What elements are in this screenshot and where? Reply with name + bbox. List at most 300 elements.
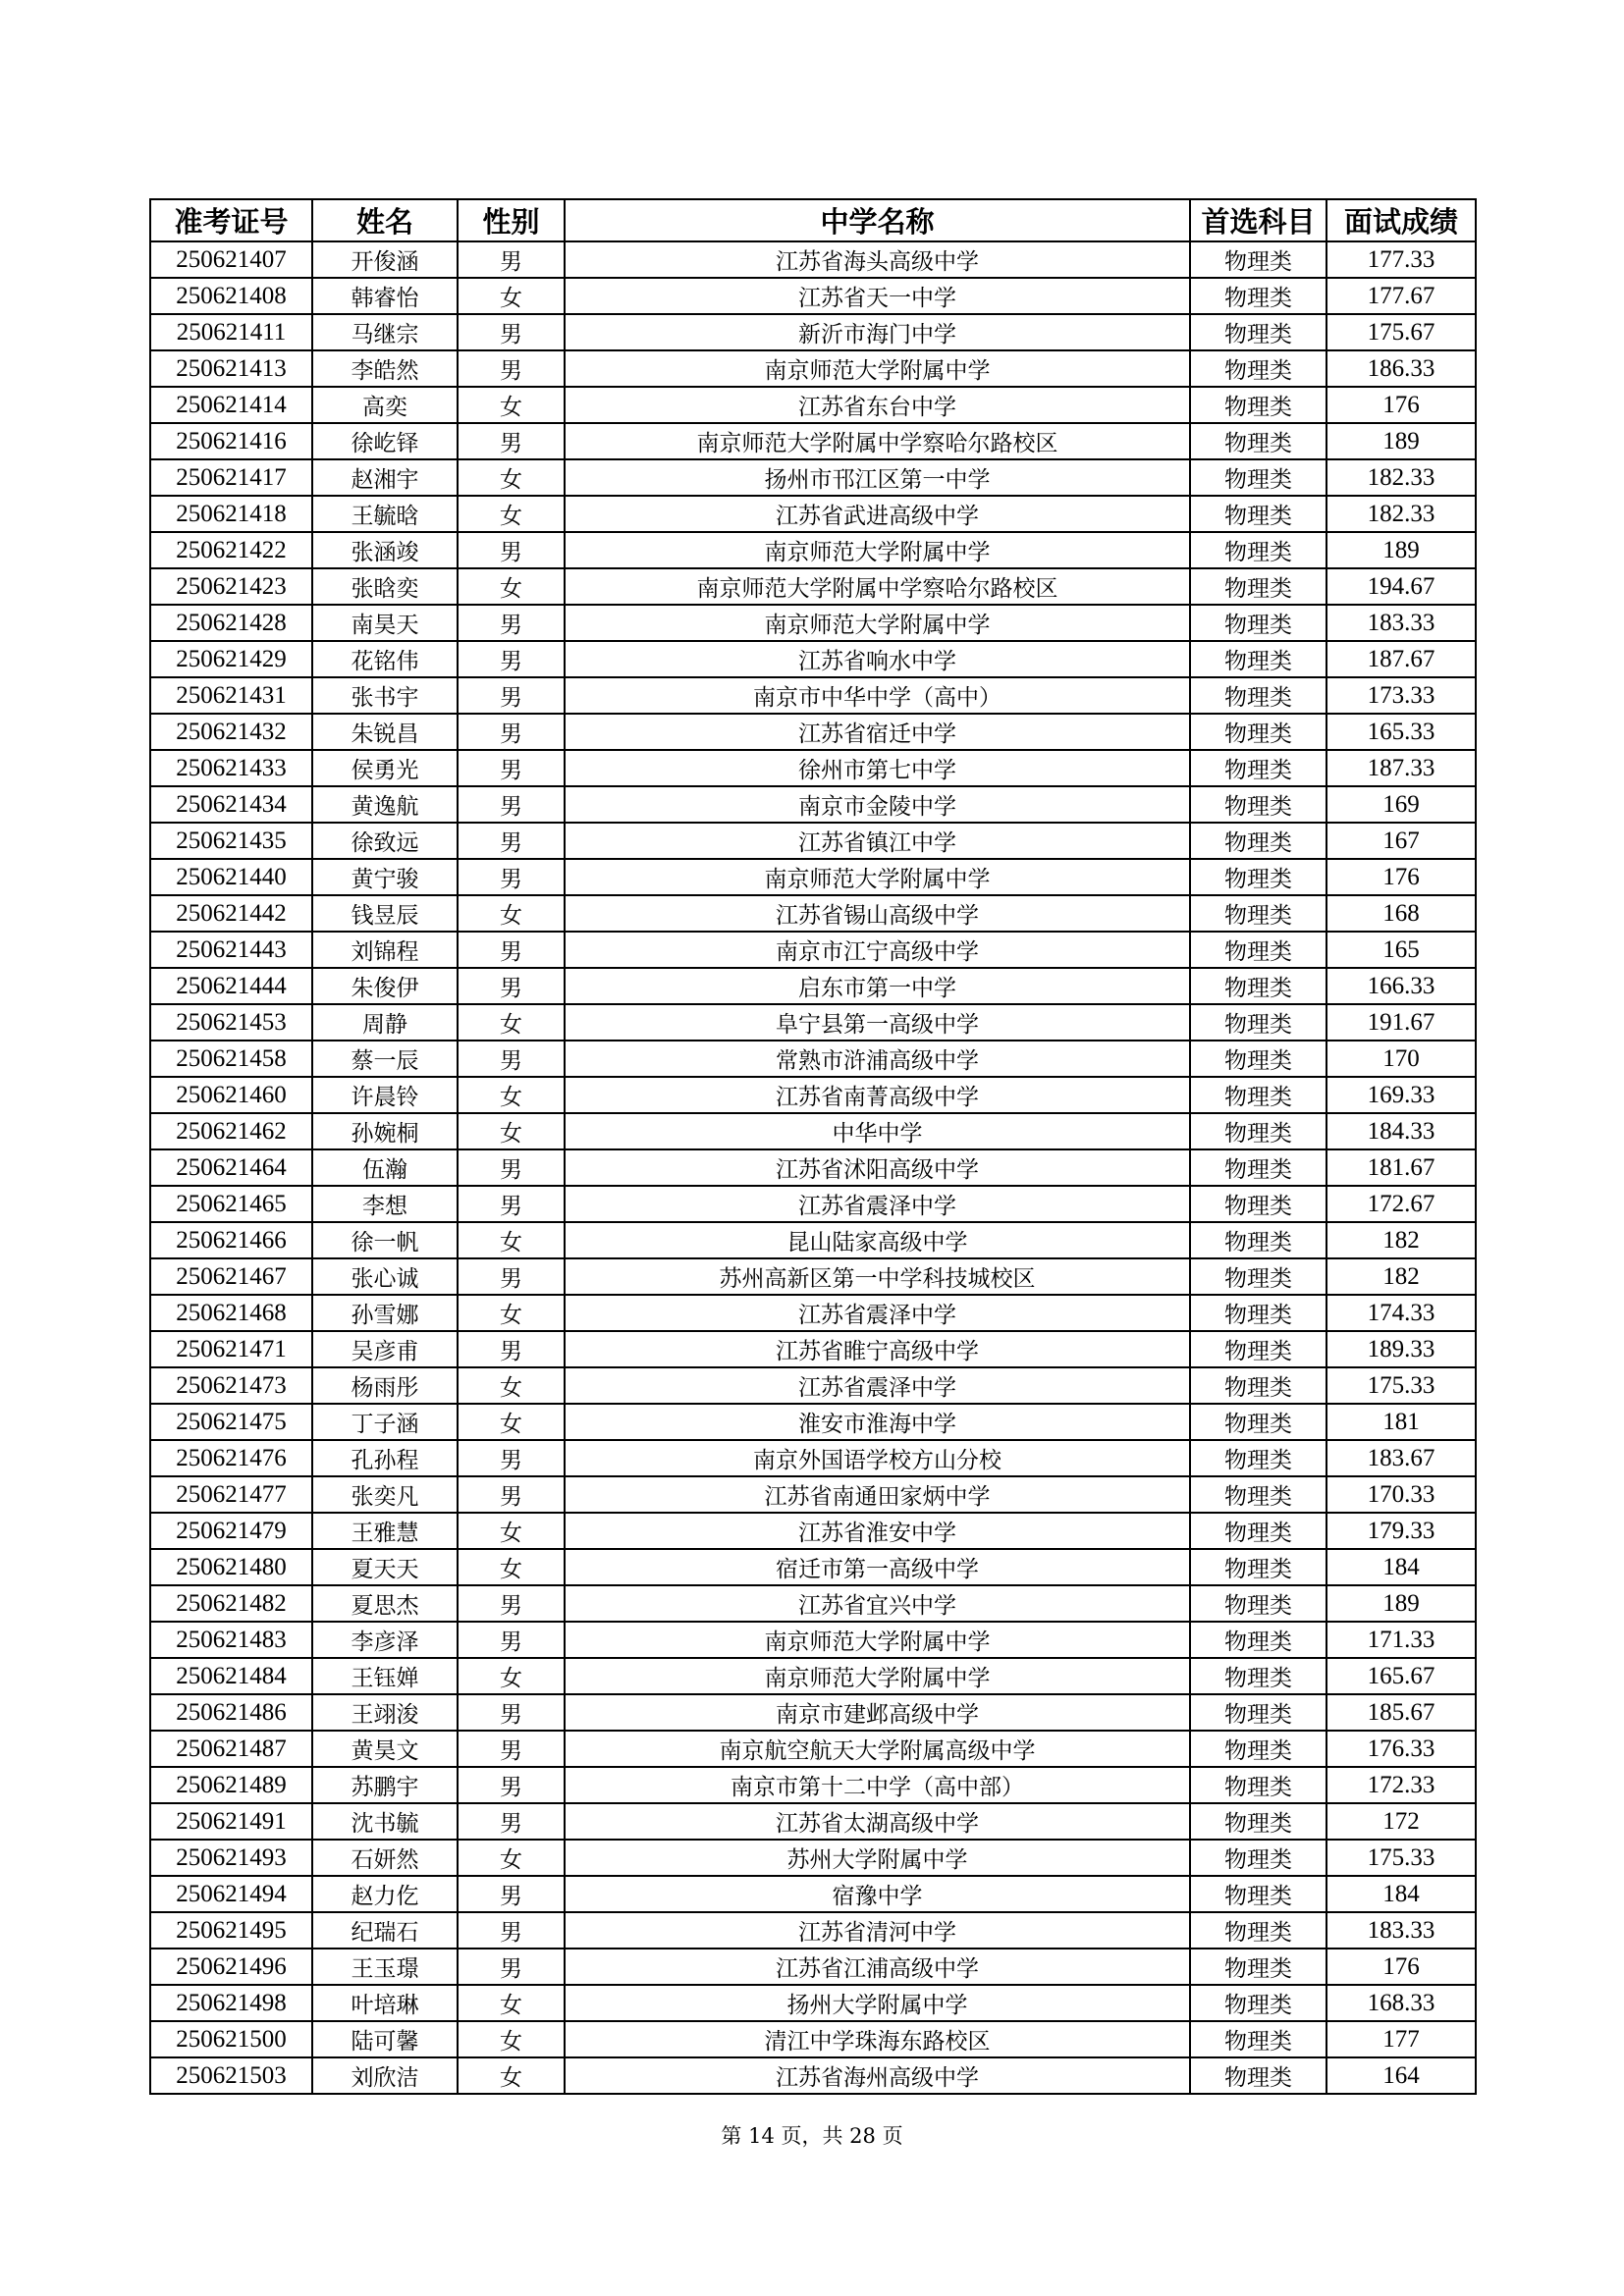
gender-cell: 女	[458, 1404, 565, 1440]
score-cell: 194.67	[1326, 568, 1476, 605]
name-cell: 开俊涵	[312, 241, 458, 278]
school-cell: 南京师范大学附属中学察哈尔路校区	[565, 568, 1190, 605]
gender-cell: 女	[458, 278, 565, 314]
name-cell: 王翊浚	[312, 1694, 458, 1731]
school-cell: 江苏省锡山高级中学	[565, 895, 1190, 932]
school-cell: 江苏省宜兴中学	[565, 1585, 1190, 1622]
school-cell: 扬州大学附属中学	[565, 1985, 1190, 2021]
name-cell: 张涵竣	[312, 532, 458, 568]
subject-cell: 物理类	[1190, 1876, 1326, 1912]
gender-cell: 男	[458, 1622, 565, 1658]
gender-cell: 男	[458, 932, 565, 968]
header-row	[150, 199, 1476, 241]
exam-id-cell: 250621489	[150, 1767, 312, 1803]
score-cell: 164	[1326, 2057, 1476, 2094]
school-cell: 南京市中华中学（高中）	[565, 677, 1190, 714]
subject-cell: 物理类	[1190, 1222, 1326, 1258]
exam-id-cell: 250621476	[150, 1440, 312, 1476]
gender-cell: 女	[458, 2057, 565, 2094]
name-cell: 李彦泽	[312, 1622, 458, 1658]
school-cell: 南京师范大学附属中学	[565, 605, 1190, 641]
score-cell: 191.67	[1326, 1004, 1476, 1041]
score-cell: 166.33	[1326, 968, 1476, 1004]
gender-cell: 女	[458, 1367, 565, 1404]
score-cell: 175.67	[1326, 314, 1476, 350]
gender-cell: 男	[458, 1585, 565, 1622]
name-cell: 高奕	[312, 387, 458, 423]
exam-id-cell: 250621480	[150, 1549, 312, 1585]
score-cell: 175.33	[1326, 1840, 1476, 1876]
school-cell: 南京师范大学附属中学	[565, 532, 1190, 568]
gender-cell: 男	[458, 241, 565, 278]
gender-cell: 男	[458, 823, 565, 859]
school-cell: 南京师范大学附属中学	[565, 1658, 1190, 1694]
table-row	[150, 459, 1476, 496]
score-cell: 173.33	[1326, 677, 1476, 714]
table-row	[150, 1585, 1476, 1622]
gender-cell: 男	[458, 750, 565, 786]
table-row	[150, 823, 1476, 859]
score-cell: 168	[1326, 895, 1476, 932]
gender-cell: 女	[458, 1222, 565, 1258]
table-row	[150, 278, 1476, 314]
name-cell: 赵湘宇	[312, 459, 458, 496]
exam-id-cell: 250621483	[150, 1622, 312, 1658]
name-cell: 蔡一辰	[312, 1041, 458, 1077]
table-row	[150, 1222, 1476, 1258]
subject-cell: 物理类	[1190, 859, 1326, 895]
table-row	[150, 1004, 1476, 1041]
gender-cell: 男	[458, 1912, 565, 1949]
school-cell: 中华中学	[565, 1113, 1190, 1149]
gender-cell: 女	[458, 459, 565, 496]
table-row	[150, 1513, 1476, 1549]
school-cell: 南京市金陵中学	[565, 786, 1190, 823]
name-cell: 苏鹏宇	[312, 1767, 458, 1803]
table-row	[150, 1985, 1476, 2021]
subject-cell: 物理类	[1190, 1440, 1326, 1476]
gender-cell: 女	[458, 496, 565, 532]
name-cell: 杨雨彤	[312, 1367, 458, 1404]
name-cell: 孙雪娜	[312, 1295, 458, 1331]
name-cell: 孔孙程	[312, 1440, 458, 1476]
school-cell: 南京师范大学附属中学	[565, 350, 1190, 387]
name-cell: 丁子涵	[312, 1404, 458, 1440]
exam-id-cell: 250621422	[150, 532, 312, 568]
subject-cell: 物理类	[1190, 2021, 1326, 2057]
subject-cell: 物理类	[1190, 968, 1326, 1004]
name-cell: 伍瀚	[312, 1149, 458, 1186]
exam-id-cell: 250621471	[150, 1331, 312, 1367]
table-row	[150, 1803, 1476, 1840]
exam-id-cell: 250621482	[150, 1585, 312, 1622]
score-cell: 169.33	[1326, 1077, 1476, 1113]
gender-cell: 男	[458, 1149, 565, 1186]
table-row	[150, 1440, 1476, 1476]
school-cell: 阜宁县第一高级中学	[565, 1004, 1190, 1041]
subject-cell: 物理类	[1190, 387, 1326, 423]
exam-id-cell: 250621495	[150, 1912, 312, 1949]
name-cell: 孙婉桐	[312, 1113, 458, 1149]
subject-cell: 物理类	[1190, 1149, 1326, 1186]
exam-id-cell: 250621493	[150, 1840, 312, 1876]
name-cell: 沈书毓	[312, 1803, 458, 1840]
school-cell: 江苏省宿迁中学	[565, 714, 1190, 750]
header-subject: 首选科目	[1190, 199, 1326, 241]
school-cell: 南京市第十二中学（高中部）	[565, 1767, 1190, 1803]
name-cell: 李想	[312, 1186, 458, 1222]
gender-cell: 女	[458, 568, 565, 605]
table-row	[150, 1258, 1476, 1295]
gender-cell: 男	[458, 859, 565, 895]
subject-cell: 物理类	[1190, 278, 1326, 314]
score-cell: 174.33	[1326, 1295, 1476, 1331]
table-row	[150, 350, 1476, 387]
exam-id-cell: 250621465	[150, 1186, 312, 1222]
school-cell: 江苏省天一中学	[565, 278, 1190, 314]
gender-cell: 女	[458, 1513, 565, 1549]
exam-id-cell: 250621479	[150, 1513, 312, 1549]
name-cell: 王雅慧	[312, 1513, 458, 1549]
exam-id-cell: 250621444	[150, 968, 312, 1004]
score-cell: 189.33	[1326, 1331, 1476, 1367]
table-row	[150, 1731, 1476, 1767]
score-cell: 179.33	[1326, 1513, 1476, 1549]
gender-cell: 男	[458, 1476, 565, 1513]
school-cell: 宿迁市第一高级中学	[565, 1549, 1190, 1585]
table-row	[150, 1404, 1476, 1440]
exam-id-cell: 250621484	[150, 1658, 312, 1694]
exam-id-cell: 250621428	[150, 605, 312, 641]
score-cell: 187.33	[1326, 750, 1476, 786]
exam-id-cell: 250621434	[150, 786, 312, 823]
school-cell: 苏州高新区第一中学科技城校区	[565, 1258, 1190, 1295]
name-cell: 张心诚	[312, 1258, 458, 1295]
exam-id-cell: 250621477	[150, 1476, 312, 1513]
school-cell: 江苏省震泽中学	[565, 1367, 1190, 1404]
gender-cell: 男	[458, 714, 565, 750]
school-cell: 江苏省江浦高级中学	[565, 1949, 1190, 1985]
score-cell: 189	[1326, 423, 1476, 459]
table-row	[150, 605, 1476, 641]
gender-cell: 女	[458, 895, 565, 932]
table-row	[150, 1694, 1476, 1731]
table-row	[150, 1876, 1476, 1912]
table-row	[150, 786, 1476, 823]
exam-id-cell: 250621460	[150, 1077, 312, 1113]
subject-cell: 物理类	[1190, 1731, 1326, 1767]
score-cell: 181.67	[1326, 1149, 1476, 1186]
school-cell: 江苏省海州高级中学	[565, 2057, 1190, 2094]
subject-cell: 物理类	[1190, 605, 1326, 641]
name-cell: 周静	[312, 1004, 458, 1041]
subject-cell: 物理类	[1190, 532, 1326, 568]
score-cell: 177.67	[1326, 278, 1476, 314]
exam-id-cell: 250621408	[150, 278, 312, 314]
exam-id-cell: 250621486	[150, 1694, 312, 1731]
gender-cell: 男	[458, 605, 565, 641]
header-score: 面试成绩	[1326, 199, 1476, 241]
exam-id-cell: 250621466	[150, 1222, 312, 1258]
exam-id-cell: 250621431	[150, 677, 312, 714]
name-cell: 陆可馨	[312, 2021, 458, 2057]
gender-cell: 男	[458, 423, 565, 459]
subject-cell: 物理类	[1190, 1513, 1326, 1549]
gender-cell: 男	[458, 1440, 565, 1476]
school-cell: 扬州市邗江区第一中学	[565, 459, 1190, 496]
gender-cell: 男	[458, 350, 565, 387]
exam-id-cell: 250621443	[150, 932, 312, 968]
subject-cell: 物理类	[1190, 1041, 1326, 1077]
score-cell: 184	[1326, 1876, 1476, 1912]
school-cell: 南京市建邺高级中学	[565, 1694, 1190, 1731]
exam-id-cell: 250621432	[150, 714, 312, 750]
name-cell: 王钰婵	[312, 1658, 458, 1694]
score-cell: 177	[1326, 2021, 1476, 2057]
table-row	[150, 1840, 1476, 1876]
exam-id-cell: 250621433	[150, 750, 312, 786]
name-cell: 王毓晗	[312, 496, 458, 532]
subject-cell: 物理类	[1190, 1912, 1326, 1949]
table-row	[150, 241, 1476, 278]
school-cell: 江苏省南菁高级中学	[565, 1077, 1190, 1113]
school-cell: 宿豫中学	[565, 1876, 1190, 1912]
score-cell: 186.33	[1326, 350, 1476, 387]
table-row	[150, 750, 1476, 786]
gender-cell: 男	[458, 786, 565, 823]
name-cell: 石妍然	[312, 1840, 458, 1876]
score-cell: 170	[1326, 1041, 1476, 1077]
table-row	[150, 1767, 1476, 1803]
school-cell: 徐州市第七中学	[565, 750, 1190, 786]
table-row	[150, 532, 1476, 568]
name-cell: 纪瑞石	[312, 1912, 458, 1949]
subject-cell: 物理类	[1190, 823, 1326, 859]
score-cell: 183.33	[1326, 605, 1476, 641]
table-body	[150, 241, 1476, 2094]
page-number: 第 14 页，共 28 页	[721, 2124, 903, 2148]
subject-cell: 物理类	[1190, 2057, 1326, 2094]
name-cell: 刘欣洁	[312, 2057, 458, 2094]
score-cell: 182.33	[1326, 496, 1476, 532]
subject-cell: 物理类	[1190, 1803, 1326, 1840]
table-row	[150, 1186, 1476, 1222]
name-cell: 黄逸航	[312, 786, 458, 823]
score-cell: 171.33	[1326, 1622, 1476, 1658]
exam-id-cell: 250621435	[150, 823, 312, 859]
subject-cell: 物理类	[1190, 496, 1326, 532]
subject-cell: 物理类	[1190, 1549, 1326, 1585]
name-cell: 钱昱辰	[312, 895, 458, 932]
subject-cell: 物理类	[1190, 1404, 1326, 1440]
subject-cell: 物理类	[1190, 241, 1326, 278]
gender-cell: 男	[458, 1186, 565, 1222]
exam-id-cell: 250621468	[150, 1295, 312, 1331]
name-cell: 刘锦程	[312, 932, 458, 968]
gender-cell: 女	[458, 1077, 565, 1113]
exam-id-cell: 250621414	[150, 387, 312, 423]
exam-id-cell: 250621487	[150, 1731, 312, 1767]
gender-cell: 女	[458, 1295, 565, 1331]
score-cell: 170.33	[1326, 1476, 1476, 1513]
exam-id-cell: 250621429	[150, 641, 312, 677]
subject-cell: 物理类	[1190, 1585, 1326, 1622]
school-cell: 苏州大学附属中学	[565, 1840, 1190, 1876]
subject-cell: 物理类	[1190, 1949, 1326, 1985]
gender-cell: 男	[458, 677, 565, 714]
table-row	[150, 677, 1476, 714]
name-cell: 许晨铃	[312, 1077, 458, 1113]
school-cell: 南京师范大学附属中学	[565, 859, 1190, 895]
exam-id-cell: 250621423	[150, 568, 312, 605]
subject-cell: 物理类	[1190, 350, 1326, 387]
header-school: 中学名称	[565, 199, 1190, 241]
table-row	[150, 2057, 1476, 2094]
subject-cell: 物理类	[1190, 1840, 1326, 1876]
score-cell: 184	[1326, 1549, 1476, 1585]
table-row	[150, 496, 1476, 532]
name-cell: 夏思杰	[312, 1585, 458, 1622]
exam-id-cell: 250621458	[150, 1041, 312, 1077]
gender-cell: 男	[458, 1731, 565, 1767]
gender-cell: 男	[458, 641, 565, 677]
name-cell: 朱锐昌	[312, 714, 458, 750]
gender-cell: 女	[458, 1004, 565, 1041]
table-row	[150, 968, 1476, 1004]
school-cell: 新沂市海门中学	[565, 314, 1190, 350]
score-cell: 165	[1326, 932, 1476, 968]
subject-cell: 物理类	[1190, 1004, 1326, 1041]
exam-id-cell: 250621475	[150, 1404, 312, 1440]
score-cell: 183.33	[1326, 1912, 1476, 1949]
name-cell: 张书宇	[312, 677, 458, 714]
subject-cell: 物理类	[1190, 895, 1326, 932]
name-cell: 吴彦甫	[312, 1331, 458, 1367]
table-row	[150, 932, 1476, 968]
name-cell: 张奕凡	[312, 1476, 458, 1513]
subject-cell: 物理类	[1190, 1767, 1326, 1803]
exam-id-cell: 250621453	[150, 1004, 312, 1041]
exam-id-cell: 250621473	[150, 1367, 312, 1404]
score-cell: 185.67	[1326, 1694, 1476, 1731]
exam-id-cell: 250621442	[150, 895, 312, 932]
name-cell: 朱俊伊	[312, 968, 458, 1004]
gender-cell: 男	[458, 1876, 565, 1912]
school-cell: 淮安市淮海中学	[565, 1404, 1190, 1440]
exam-id-cell: 250621467	[150, 1258, 312, 1295]
score-cell: 168.33	[1326, 1985, 1476, 2021]
subject-cell: 物理类	[1190, 1985, 1326, 2021]
score-cell: 187.67	[1326, 641, 1476, 677]
score-cell: 189	[1326, 1585, 1476, 1622]
header-name: 姓名	[312, 199, 458, 241]
table-header	[150, 199, 1476, 241]
score-table	[149, 198, 1477, 2095]
exam-id-cell: 250621496	[150, 1949, 312, 1985]
gender-cell: 女	[458, 387, 565, 423]
school-cell: 清江中学珠海东路校区	[565, 2021, 1190, 2057]
gender-cell: 男	[458, 1041, 565, 1077]
school-cell: 江苏省海头高级中学	[565, 241, 1190, 278]
gender-cell: 女	[458, 1658, 565, 1694]
gender-cell: 男	[458, 1694, 565, 1731]
school-cell: 江苏省东台中学	[565, 387, 1190, 423]
name-cell: 黄宁骏	[312, 859, 458, 895]
school-cell: 昆山陆家高级中学	[565, 1222, 1190, 1258]
table-row	[150, 1912, 1476, 1949]
table-row	[150, 314, 1476, 350]
table-row	[150, 1041, 1476, 1077]
name-cell: 马继宗	[312, 314, 458, 350]
name-cell: 李皓然	[312, 350, 458, 387]
name-cell: 花铭伟	[312, 641, 458, 677]
school-cell: 江苏省睢宁高级中学	[565, 1331, 1190, 1367]
subject-cell: 物理类	[1190, 1622, 1326, 1658]
school-cell: 江苏省沭阳高级中学	[565, 1149, 1190, 1186]
table-row	[150, 1367, 1476, 1404]
subject-cell: 物理类	[1190, 714, 1326, 750]
table-row	[150, 714, 1476, 750]
gender-cell: 男	[458, 1803, 565, 1840]
subject-cell: 物理类	[1190, 1658, 1326, 1694]
table-row	[150, 1476, 1476, 1513]
name-cell: 徐一帆	[312, 1222, 458, 1258]
table-row	[150, 423, 1476, 459]
school-cell: 江苏省震泽中学	[565, 1295, 1190, 1331]
subject-cell: 物理类	[1190, 1295, 1326, 1331]
table-row	[150, 895, 1476, 932]
gender-cell: 女	[458, 1549, 565, 1585]
name-cell: 徐屹铎	[312, 423, 458, 459]
score-cell: 176	[1326, 1949, 1476, 1985]
score-cell: 169	[1326, 786, 1476, 823]
score-cell: 167	[1326, 823, 1476, 859]
score-cell: 183.67	[1326, 1440, 1476, 1476]
school-cell: 启东市第一中学	[565, 968, 1190, 1004]
subject-cell: 物理类	[1190, 1331, 1326, 1367]
name-cell: 徐致远	[312, 823, 458, 859]
table-row	[150, 641, 1476, 677]
school-cell: 南京师范大学附属中学	[565, 1622, 1190, 1658]
subject-cell: 物理类	[1190, 750, 1326, 786]
gender-cell: 男	[458, 314, 565, 350]
exam-id-cell: 250621407	[150, 241, 312, 278]
table-row	[150, 1149, 1476, 1186]
name-cell: 侯勇光	[312, 750, 458, 786]
subject-cell: 物理类	[1190, 1113, 1326, 1149]
table-row	[150, 1331, 1476, 1367]
table-row	[150, 568, 1476, 605]
gender-cell: 男	[458, 1258, 565, 1295]
header-exam-id: 准考证号	[150, 199, 312, 241]
school-cell: 江苏省淮安中学	[565, 1513, 1190, 1549]
school-cell: 江苏省镇江中学	[565, 823, 1190, 859]
exam-id-cell: 250621500	[150, 2021, 312, 2057]
subject-cell: 物理类	[1190, 932, 1326, 968]
exam-id-cell: 250621411	[150, 314, 312, 350]
exam-id-cell: 250621416	[150, 423, 312, 459]
name-cell: 叶培琳	[312, 1985, 458, 2021]
exam-id-cell: 250621491	[150, 1803, 312, 1840]
score-cell: 184.33	[1326, 1113, 1476, 1149]
gender-cell: 女	[458, 1113, 565, 1149]
subject-cell: 物理类	[1190, 423, 1326, 459]
table-row	[150, 1113, 1476, 1149]
table-row	[150, 1622, 1476, 1658]
table-row	[150, 1295, 1476, 1331]
gender-cell: 女	[458, 1840, 565, 1876]
subject-cell: 物理类	[1190, 1186, 1326, 1222]
